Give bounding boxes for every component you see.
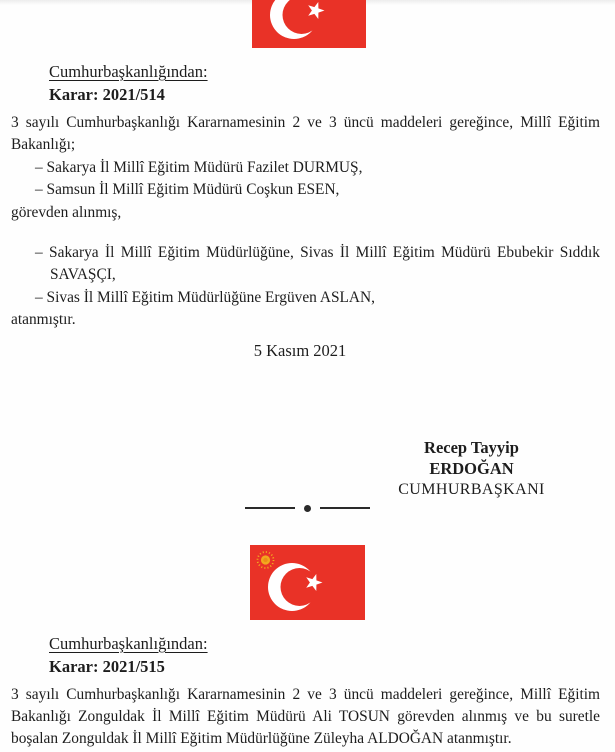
divider-dot	[304, 505, 311, 512]
list-item: – Sakarya İl Millî Eğitim Müdürü Fazilet DURMUŞ,	[35, 158, 363, 176]
body-line: görevden alınmış,	[11, 203, 122, 221]
decree-date: 5 Kasım 2021	[253, 341, 347, 360]
signature-block	[384, 437, 559, 500]
issuer-heading: Cumhurbaşkanlığından:	[49, 634, 208, 653]
sun-emblem-core	[263, 558, 267, 562]
signature-title: CUMHURBAŞKANI	[398, 481, 545, 498]
body-line: 3 sayılı Cumhurbaşkanlığı Kararnamesinin 2 ve 3 üncü maddeleri gereğince, Millî Eğitim	[11, 686, 600, 703]
body-line: 3 sayılı Cumhurbaşkanlığı Kararnamesinin 2 ve 3 üncü maddeleri gereğince, Millî Eğitim	[11, 114, 600, 131]
crescent-cut	[281, 568, 319, 606]
signature-name: Recep Tayyip ERDOĞAN	[424, 438, 519, 478]
decision-number: Karar: 2021/515	[49, 657, 165, 676]
decree1-heading-group	[49, 61, 208, 105]
presidential-flag-icon	[250, 545, 365, 620]
section-divider	[0, 503, 615, 513]
decree1-body	[11, 112, 600, 332]
issuer-heading: Cumhurbaşkanlığından:	[49, 62, 208, 81]
decision-number: Karar: 2021/514	[49, 85, 165, 104]
divider-line	[245, 507, 295, 510]
body-line: boşalan Zonguldak İl Millî Eğitim Müdürlüğüne Züleyha ALDOĞAN atanmıştır.	[11, 730, 512, 747]
decree2-body	[11, 684, 600, 750]
divider-line	[320, 507, 370, 510]
list-item: – Sakarya İl Millî Eğitim Müdürlüğüne, Sivas İl Millî Eğitim Müdürü Ebubekir Sıddık	[35, 244, 600, 262]
list-item-continuation: SAVAŞÇI,	[50, 266, 116, 284]
body-line: Bakanlığı Zonguldak İl Millî Eğitim Müdürü Ali TOSUN görevden alınmış ve bu suretle	[11, 708, 600, 725]
list-item: – Samsun İl Millî Eğitim Müdürü Coşkun ESEN,	[35, 181, 340, 199]
body-line: Bakanlığı;	[11, 136, 76, 154]
body-line: atanmıştır.	[11, 311, 76, 329]
decree2-heading-group	[49, 633, 208, 677]
list-item: – Sivas İl Millî Eğitim Müdürlüğüne Ergüven ASLAN,	[35, 288, 376, 306]
turkish-flag-icon	[252, 0, 366, 48]
